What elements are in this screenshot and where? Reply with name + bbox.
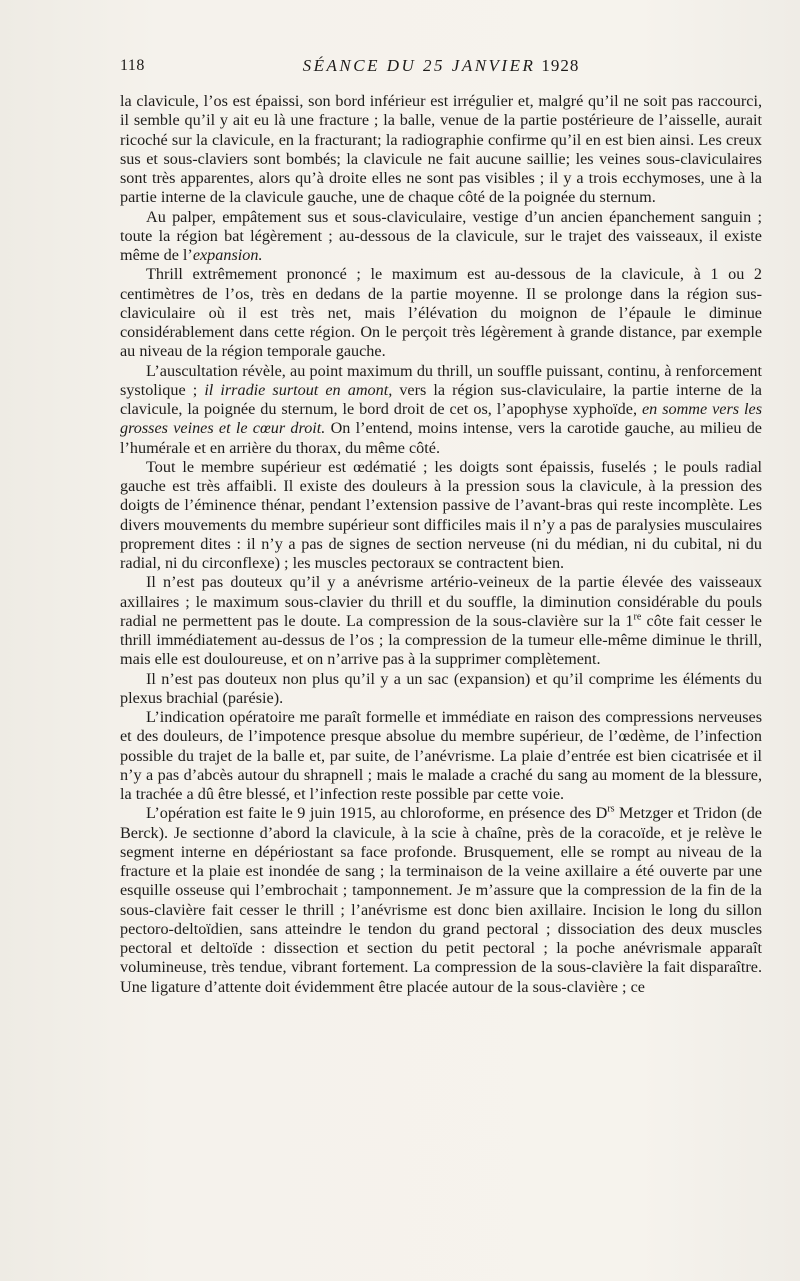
paragraph xyxy=(120,208,762,266)
paragraph xyxy=(120,804,762,997)
text-segment: Metzger et Tridon (de Berck). Je sectionne d’abord la clavicule, à la scie à chaîne, près de la coracoïde, et je relève le segment interne en dépériostant sa face profonde. Brusquement, elle se rompt au niveau de la fracture et la plaie est inondée de sang ; la terminaison de la veine axillaire a été ouverte par une esquille osseuse qui l’embrochait ; tamponnement. Je m’assure que la compression de la fin de la sous-clavière fait cesser le thrill ; l’anévrisme est donc bien axillaire. Incision le long du sillon pectoro-deltoïdien, sans atteindre le tendon du grand pectoral ; dissociation des deux muscles pectoral et deltoïde : dissection et section du petit pectoral ; la poche anévrismale apparaît volumineuse, très tendue, vibrant fortement. La compression de la sous-clavière la fait disparaître. Une ligature d’attente doit évidemment être placée autour de la sous-clavière ; ce xyxy=(120,804,762,996)
text-segment: Thrill extrêmement prononcé ; le maximum est au-dessous de la clavicule, à 1 ou 2 centimètres de l’os, très en dedans de la partie moyenne. Il se prolonge dans la région sus-claviculaire où il est très net, mais l’élévation du moignon de l’épaule le diminue considérablement dans cette région. On le perçoit très légèrement à grande distance, par exemple au niveau de la région temporale gauche. xyxy=(120,265,762,361)
paragraph xyxy=(120,92,762,208)
text-segment: la clavicule, l’os est épaissi, son bord inférieur est irrégulier et, malgré qu’il ne soit pas raccourci, il semble qu’il y ait eu là une fracture ; la balle, venue de la partie postérieure de l’aisselle, aurait ricoché sur la clavicule, en la fracturant; la radiographie confirme qu’il en est bien ainsi. Les creux sus et sous-claviers sont bombés; la clavicule ne fait aucune saillie; les veines sous-claviculaires sont très apparentes, alors qu’à droite elles ne sont pas visibles ; il y a trois ecchymoses, une à la partie interne de la clavicule gauche, une de chaque côté de la poignée du sternum. xyxy=(120,92,762,207)
body-text xyxy=(120,92,762,997)
paragraph xyxy=(120,573,762,669)
paragraph xyxy=(120,458,762,574)
text-segment: L’opération est faite le 9 juin 1915, au chloroforme, en présence des D xyxy=(146,804,608,823)
italic-text: expansion. xyxy=(192,246,263,264)
running-head-year: 1928 xyxy=(541,56,580,75)
text-segment: Tout le membre supérieur est œdématié ; les doigts sont épaissis, fuselés ; le pouls radial gauche est très affaibli. Il existe des douleurs à la pression sous la clavicule, à la pression des doigts de l’éminence thénar, pendant l’extension passive de l’avant-bras qui reste incomplète. Les divers mouvements du membre supérieur sont difficiles mais il n’y a pas de paralysies musculaires proprement dites : il n’y a pas de signes de section nerveuse (ni du médian, ni du cubital, ni du radial, ni du circonflexe) ; les muscles pectoraux se contractent bien. xyxy=(120,457,762,572)
running-head xyxy=(120,56,762,76)
text-segment: Il n’est pas douteux qu’il y a anévrisme artério-veineux de la partie élevée des vaisseaux axillaires ; le maximum sous-clavier du thrill et du souffle, la diminution considérable du pouls radial ne permettent pas le doute. La compression de la sous-clavière sur la 1 xyxy=(120,573,762,630)
superscript: rs xyxy=(607,803,615,815)
superscript: re xyxy=(633,611,642,623)
text-segment: L’indication opératoire me paraît formelle et immédiate en raison des compressions nerveuses et des douleurs, de l’impotence presque absolue du membre supérieur, de l’œdème, de l’infection possible du trajet de la balle et, par suite, de l’anévrisme. La plaie d’entrée est bien cicatrisée et il n’y a pas d’abcès autour du shrapnell ; mais le malade a craché du sang au moment de la blessure, la trachée a dû être blessé, et l’infection reste possible par cette voie. xyxy=(120,708,762,803)
running-head-title: SÉANCE DU 25 JANVIER xyxy=(302,56,536,75)
italic-text: en somme vers les grosses veines et le cœur droit. xyxy=(120,400,763,438)
paragraph xyxy=(120,265,762,361)
text-segment: vers la région sus-claviculaire, la partie interne de la clavicule, la poignée du sternum, le bord droit de cet os, l’apophyse xyphoïde, xyxy=(120,380,762,418)
paragraph xyxy=(120,362,762,458)
page-header xyxy=(120,0,762,92)
text-segment: Au palper, empâtement sus et sous-claviculaire, vestige d’un ancien épanchement sanguin ; toute la région bat légèrement ; au-dessous de la clavicule, sur le trajet des vaisseaux, il existe même de l’ xyxy=(120,207,762,264)
paragraph xyxy=(120,670,762,709)
text-segment: On l’entend, moins intense, vers la carotide gauche, au milieu de l’humérale et en arrière du thorax, du même côté. xyxy=(120,419,762,457)
italic-text: il irradie surtout en amont, xyxy=(204,380,393,399)
text-segment: côte fait cesser le thrill immédiatement au-dessus de l’os ; la compression de la tumeur elle-même diminue le thrill, mais elle est douloureuse, et on n’arrive pas à la supprimer complètement. xyxy=(120,611,762,669)
text-segment: Il n’est pas douteux non plus qu’il y a un sac (expansion) et qu’il comprime les éléments du plexus brachial (parésie). xyxy=(120,669,762,707)
text-segment: L’auscultation révèle, au point maximum du thrill, un souffle puissant, continu, à renforcement systolique ; xyxy=(120,361,762,399)
paragraph xyxy=(120,708,762,804)
page-number: 118 xyxy=(120,57,145,74)
